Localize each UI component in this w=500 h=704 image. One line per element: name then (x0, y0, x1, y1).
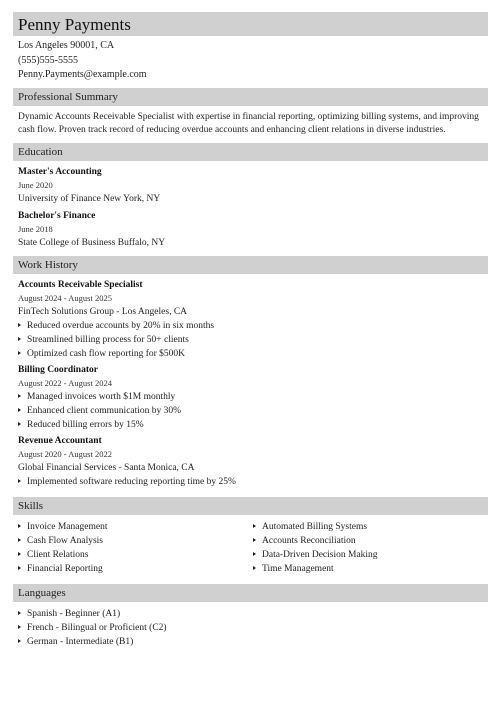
bullet-icon (18, 408, 21, 412)
skills-column-right (253, 520, 488, 576)
bullet-icon (18, 337, 21, 341)
section-header-skills (13, 497, 488, 515)
bullet-text: Managed invoices worth $1M monthly (27, 391, 176, 402)
skill-text: Data-Driven Decision Making (262, 549, 378, 560)
bullet-icon (18, 422, 21, 426)
languages-section (13, 607, 488, 649)
section-header-languages (13, 584, 488, 602)
bullet-icon (18, 552, 21, 556)
bullet-icon (253, 566, 256, 570)
skill-text: Client Relations (27, 549, 89, 560)
job-bullets (18, 390, 488, 432)
list-item (18, 534, 253, 548)
list-item (18, 333, 488, 347)
section-header-work (13, 256, 488, 274)
skill-text: Cash Flow Analysis (27, 535, 104, 546)
list-item (18, 607, 488, 621)
school-name: University of Finance New York, NY (18, 193, 161, 204)
bullet-icon (18, 611, 21, 615)
languages-list (18, 607, 488, 649)
education-item (18, 166, 488, 206)
work-section (13, 279, 488, 489)
bullet-text: Enhanced client communication by 30% (27, 405, 182, 416)
job-entry (18, 279, 488, 361)
list-item (18, 404, 488, 418)
summary-section (13, 111, 488, 137)
section-title-education: Education (18, 145, 63, 158)
list-item (18, 418, 488, 432)
job-dates: August 2020 - August 2022 (18, 448, 112, 459)
education-item (18, 210, 488, 250)
summary-text: Dynamic Accounts Receivable Specialist with expertise in financial reporting, optimizing billing systems, and improving cash flow. Proven track record of reducing overdue accounts and enhancing client relations in diverse industries. (18, 111, 479, 135)
contact-info (13, 39, 488, 83)
bullet-icon (18, 479, 21, 483)
resume-page (13, 12, 488, 649)
candidate-name: Penny Payments (18, 14, 131, 34)
list-item (18, 621, 488, 635)
list-item (253, 534, 488, 548)
education-section (13, 166, 488, 250)
job-title: Revenue Accountant (18, 435, 102, 446)
list-item (253, 520, 488, 534)
skill-text: Invoice Management (27, 521, 108, 532)
bullet-text: Reduced overdue accounts by 20% in six months (27, 320, 215, 331)
job-entry (18, 435, 488, 489)
skill-text: Accounts Reconciliation (262, 535, 356, 546)
skills-list (18, 520, 253, 576)
name-header (13, 12, 488, 36)
language-text: Spanish - Beginner (A1) (27, 608, 121, 619)
bullet-text: Optimized cash flow reporting for $500K (27, 348, 186, 359)
job-entry (18, 364, 488, 432)
job-dates: August 2022 - August 2024 (18, 377, 112, 388)
school-name: State College of Business Buffalo, NY (18, 237, 166, 248)
degree-title: Bachelor's Finance (18, 210, 96, 221)
education-date: June 2020 (18, 179, 53, 190)
section-title-languages: Languages (18, 586, 66, 599)
contact-phone: (555)555-5555 (18, 54, 78, 66)
contact-address: Los Angeles 90001, CA (18, 40, 115, 51)
bullet-icon (18, 625, 21, 629)
bullet-text: Streamlined billing process for 50+ clients (27, 334, 189, 345)
bullet-icon (18, 639, 21, 643)
education-date: June 2018 (18, 223, 53, 234)
skill-text: Time Management (262, 563, 334, 574)
section-title-work: Work History (18, 258, 78, 271)
list-item (18, 520, 253, 534)
skills-list (253, 520, 488, 576)
bullet-icon (253, 552, 256, 556)
list-item (18, 347, 488, 361)
list-item (18, 635, 488, 649)
list-item (18, 562, 253, 576)
job-title: Accounts Receivable Specialist (18, 279, 143, 290)
bullet-icon (18, 538, 21, 542)
job-bullets (18, 475, 488, 489)
contact-email: Penny.Payments@example.com (18, 69, 147, 80)
job-title: Billing Coordinator (18, 364, 98, 375)
bullet-text: Reduced billing errors by 15% (27, 419, 144, 430)
language-text: German - Intermediate (B1) (27, 636, 134, 647)
list-item (18, 319, 488, 333)
list-item (18, 390, 488, 404)
skills-section (13, 520, 488, 576)
job-company: Global Financial Services - Santa Monica, CA (18, 462, 195, 473)
section-header-education (13, 143, 488, 161)
list-item (18, 475, 488, 489)
language-text: French - Bilingual or Proficient (C2) (27, 622, 167, 633)
job-company: FinTech Solutions Group - Los Angeles, CA (18, 306, 188, 317)
skills-column-left (18, 520, 253, 576)
list-item (18, 548, 253, 562)
bullet-icon (18, 351, 21, 355)
job-dates: August 2024 - August 2025 (18, 292, 112, 303)
list-item (253, 548, 488, 562)
section-header-summary (13, 88, 488, 106)
bullet-icon (253, 538, 256, 542)
skill-text: Financial Reporting (27, 563, 103, 574)
section-title-skills: Skills (18, 499, 44, 512)
bullet-icon (18, 524, 21, 528)
job-bullets (18, 319, 488, 361)
bullet-icon (18, 394, 21, 398)
skill-text: Automated Billing Systems (262, 521, 368, 532)
list-item (253, 562, 488, 576)
bullet-icon (18, 566, 21, 570)
degree-title: Master's Accounting (18, 166, 102, 177)
section-title-summary: Professional Summary (18, 90, 118, 103)
bullet-text: Implemented software reducing reporting time by 25% (27, 476, 236, 487)
bullet-icon (253, 524, 256, 528)
bullet-icon (18, 323, 21, 327)
